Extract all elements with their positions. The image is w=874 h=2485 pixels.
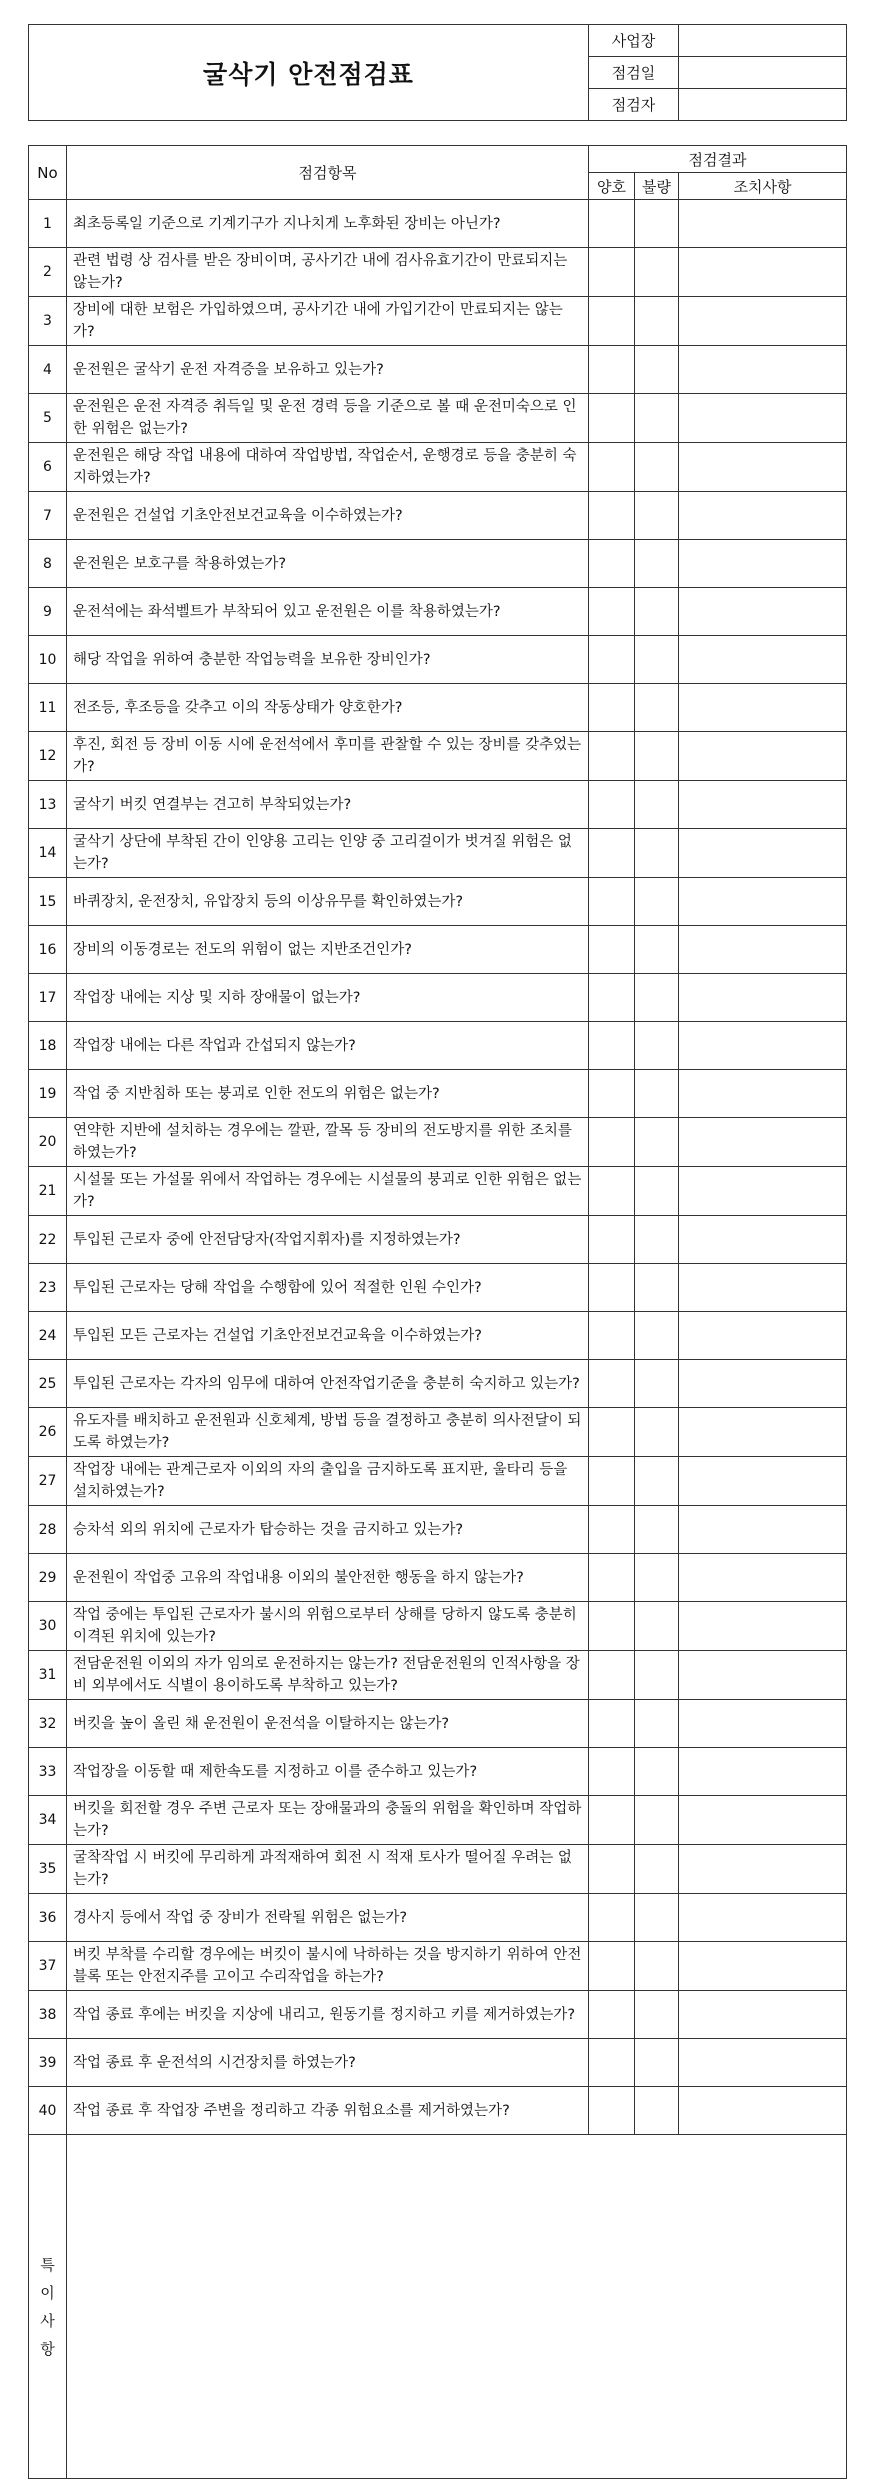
item-number: 4 — [29, 346, 67, 394]
bad-check-cell[interactable] — [635, 684, 679, 732]
action-cell[interactable] — [679, 636, 847, 684]
item-text: 작업장 내에는 관계근로자 이외의 자의 출입을 금지하도록 표지판, 울타리 등을 설치하였는가? — [67, 1457, 589, 1506]
action-cell[interactable] — [679, 1700, 847, 1748]
action-cell[interactable] — [679, 1457, 847, 1506]
item-text: 경사지 등에서 작업 중 장비가 전락될 위험은 없는가? — [67, 1894, 589, 1942]
bad-check-cell[interactable] — [635, 1651, 679, 1700]
action-cell[interactable] — [679, 878, 847, 926]
good-check-cell[interactable] — [589, 1506, 635, 1554]
good-check-cell[interactable] — [589, 1070, 635, 1118]
bad-check-cell[interactable] — [635, 1845, 679, 1894]
item-text: 굴삭기 상단에 부착된 간이 인양용 고리는 인양 중 고리걸이가 벗겨질 위험은 없는가? — [67, 829, 589, 878]
action-cell[interactable] — [679, 1167, 847, 1216]
item-text: 운전원은 보호구를 착용하였는가? — [67, 540, 589, 588]
table-row — [29, 1264, 847, 1312]
action-cell[interactable] — [679, 2039, 847, 2087]
bad-check-cell[interactable] — [635, 1700, 679, 1748]
table-row — [29, 1554, 847, 1602]
bad-check-cell[interactable] — [635, 1216, 679, 1264]
bad-check-cell[interactable] — [635, 1602, 679, 1651]
item-text: 굴삭기 버킷 연결부는 견고히 부착되었는가? — [67, 781, 589, 829]
item-text: 운전원이 작업중 고유의 작업내용 이외의 불안전한 행동을 하지 않는가? — [67, 1554, 589, 1602]
bad-check-cell[interactable] — [635, 878, 679, 926]
item-text: 작업 중에는 투입된 근로자가 불시의 위험으로부터 상해를 당하지 않도록 충분히 이격된 위치에 있는가? — [67, 1602, 589, 1651]
bad-check-cell[interactable] — [635, 1070, 679, 1118]
good-check-cell[interactable] — [589, 1602, 635, 1651]
bad-check-cell[interactable] — [635, 1748, 679, 1796]
item-number: 8 — [29, 540, 67, 588]
item-text: 운전원은 굴삭기 운전 자격증을 보유하고 있는가? — [67, 346, 589, 394]
action-cell[interactable] — [679, 1264, 847, 1312]
item-number: 35 — [29, 1845, 67, 1894]
col-item-header: 점검항목 — [67, 146, 589, 200]
item-number: 18 — [29, 1022, 67, 1070]
item-number: 24 — [29, 1312, 67, 1360]
item-text: 작업 종료 후 운전석의 시건장치를 하였는가? — [67, 2039, 589, 2087]
item-number: 36 — [29, 1894, 67, 1942]
item-text: 작업장 내에는 지상 및 지하 장애물이 없는가? — [67, 974, 589, 1022]
item-text: 투입된 모든 근로자는 건설업 기초안전보건교육을 이수하였는가? — [67, 1312, 589, 1360]
good-check-cell[interactable] — [589, 732, 635, 781]
bad-check-cell[interactable] — [635, 636, 679, 684]
good-check-cell[interactable] — [589, 540, 635, 588]
good-check-cell[interactable] — [589, 248, 635, 297]
remarks-field[interactable] — [67, 2135, 847, 2479]
action-cell[interactable] — [679, 1991, 847, 2039]
table-row — [29, 1457, 847, 1506]
item-text: 운전석에는 좌석벨트가 부착되어 있고 운전원은 이를 착용하였는가? — [67, 588, 589, 636]
table-row — [29, 1070, 847, 1118]
item-number: 22 — [29, 1216, 67, 1264]
bad-check-cell[interactable] — [635, 732, 679, 781]
site-field[interactable] — [679, 25, 847, 57]
good-check-cell[interactable] — [589, 1894, 635, 1942]
good-check-cell[interactable] — [589, 1312, 635, 1360]
table-row — [29, 1167, 847, 1216]
item-number: 16 — [29, 926, 67, 974]
item-text: 운전원은 운전 자격증 취득일 및 운전 경력 등을 기준으로 볼 때 운전미숙으로 인한 위험은 없는가? — [67, 394, 589, 443]
bad-check-cell[interactable] — [635, 1457, 679, 1506]
table-row — [29, 588, 847, 636]
action-cell[interactable] — [679, 1216, 847, 1264]
table-row — [29, 443, 847, 492]
table-row — [29, 878, 847, 926]
item-number: 40 — [29, 2087, 67, 2135]
item-number: 20 — [29, 1118, 67, 1167]
bad-check-cell[interactable] — [635, 1167, 679, 1216]
item-number: 37 — [29, 1942, 67, 1991]
bad-check-cell[interactable] — [635, 443, 679, 492]
table-row — [29, 492, 847, 540]
item-number: 19 — [29, 1070, 67, 1118]
table-row — [29, 1651, 847, 1700]
good-check-cell[interactable] — [589, 1942, 635, 1991]
action-cell[interactable] — [679, 1312, 847, 1360]
good-check-cell[interactable] — [589, 1216, 635, 1264]
table-row — [29, 200, 847, 248]
table-row — [29, 346, 847, 394]
bad-check-cell[interactable] — [635, 1118, 679, 1167]
action-cell[interactable] — [679, 926, 847, 974]
item-text: 전조등, 후조등을 갖추고 이의 작동상태가 양호한가? — [67, 684, 589, 732]
good-check-cell[interactable] — [589, 1845, 635, 1894]
good-check-cell[interactable] — [589, 2087, 635, 2135]
item-number: 23 — [29, 1264, 67, 1312]
table-row — [29, 1942, 847, 1991]
good-check-cell[interactable] — [589, 829, 635, 878]
table-row — [29, 732, 847, 781]
item-number: 2 — [29, 248, 67, 297]
table-row — [29, 540, 847, 588]
table-row — [29, 1602, 847, 1651]
item-number: 31 — [29, 1651, 67, 1700]
item-text: 승차석 외의 위치에 근로자가 탑승하는 것을 금지하고 있는가? — [67, 1506, 589, 1554]
item-number: 6 — [29, 443, 67, 492]
action-cell[interactable] — [679, 540, 847, 588]
action-cell[interactable] — [679, 1942, 847, 1991]
item-text: 전담운전원 이외의 자가 임의로 운전하지는 않는가? 전담운전원의 인적사항을 장비 외부에서도 식별이 용이하도록 부착하고 있는가? — [67, 1651, 589, 1700]
item-text: 장비의 이동경로는 전도의 위험이 없는 지반조건인가? — [67, 926, 589, 974]
action-cell[interactable] — [679, 1845, 847, 1894]
action-cell[interactable] — [679, 1360, 847, 1408]
item-number: 10 — [29, 636, 67, 684]
good-check-cell[interactable] — [589, 1118, 635, 1167]
action-cell[interactable] — [679, 829, 847, 878]
header-table — [28, 24, 847, 121]
good-check-cell[interactable] — [589, 492, 635, 540]
item-text: 투입된 근로자는 각자의 임무에 대하여 안전작업기준을 충분히 숙지하고 있는가? — [67, 1360, 589, 1408]
table-row — [29, 1796, 847, 1845]
action-cell[interactable] — [679, 781, 847, 829]
item-number: 28 — [29, 1506, 67, 1554]
item-text: 운전원은 해당 작업 내용에 대하여 작업방법, 작업순서, 운행경로 등을 충분히 숙지하였는가? — [67, 443, 589, 492]
good-check-cell[interactable] — [589, 1796, 635, 1845]
table-row — [29, 297, 847, 346]
action-cell[interactable] — [679, 1506, 847, 1554]
action-cell[interactable] — [679, 1796, 847, 1845]
bad-check-cell[interactable] — [635, 781, 679, 829]
table-row — [29, 636, 847, 684]
item-number: 32 — [29, 1700, 67, 1748]
item-number: 21 — [29, 1167, 67, 1216]
table-row — [29, 248, 847, 297]
action-cell[interactable] — [679, 248, 847, 297]
item-number: 3 — [29, 297, 67, 346]
item-text: 연약한 지반에 설치하는 경우에는 깔판, 깔목 등 장비의 전도방지를 위한 조치를 하였는가? — [67, 1118, 589, 1167]
good-check-cell[interactable] — [589, 1991, 635, 2039]
good-check-cell[interactable] — [589, 1554, 635, 1602]
item-text: 운전원은 건설업 기초안전보건교육을 이수하였는가? — [67, 492, 589, 540]
inspector-label: 점검자 — [589, 89, 679, 121]
item-number: 33 — [29, 1748, 67, 1796]
action-cell[interactable] — [679, 1651, 847, 1700]
action-cell[interactable] — [679, 1118, 847, 1167]
table-row — [29, 1748, 847, 1796]
action-cell[interactable] — [679, 1602, 847, 1651]
bad-check-cell[interactable] — [635, 248, 679, 297]
bad-check-cell[interactable] — [635, 1796, 679, 1845]
item-number: 29 — [29, 1554, 67, 1602]
bad-check-cell[interactable] — [635, 200, 679, 248]
action-cell[interactable] — [679, 443, 847, 492]
item-text: 후진, 회전 등 장비 이동 시에 운전석에서 후미를 관찰할 수 있는 장비를 갖추었는가? — [67, 732, 589, 781]
inspector-field[interactable] — [679, 89, 847, 121]
bad-check-cell[interactable] — [635, 926, 679, 974]
item-number: 34 — [29, 1796, 67, 1845]
item-text: 투입된 근로자는 당해 작업을 수행함에 있어 적절한 인원 수인가? — [67, 1264, 589, 1312]
form-title: 굴삭기 안전점검표 — [29, 25, 589, 121]
item-text: 장비에 대한 보험은 가입하였으며, 공사기간 내에 가입기간이 만료되지는 않는가? — [67, 297, 589, 346]
item-number: 5 — [29, 394, 67, 443]
table-row — [29, 1700, 847, 1748]
good-check-cell[interactable] — [589, 443, 635, 492]
table-row — [29, 1506, 847, 1554]
good-check-cell[interactable] — [589, 974, 635, 1022]
item-number: 7 — [29, 492, 67, 540]
item-text: 바퀴장치, 운전장치, 유압장치 등의 이상유무를 확인하였는가? — [67, 878, 589, 926]
bad-check-cell[interactable] — [635, 1264, 679, 1312]
item-number: 12 — [29, 732, 67, 781]
action-cell[interactable] — [679, 1894, 847, 1942]
item-text: 굴착작업 시 버킷에 무리하게 과적재하여 회전 시 적재 토사가 떨어질 우려는 없는가? — [67, 1845, 589, 1894]
remarks-row — [29, 2135, 847, 2479]
item-text: 유도자를 배치하고 운전원과 신호체계, 방법 등을 결정하고 충분히 의사전달이 되도록 하였는가? — [67, 1408, 589, 1457]
good-check-cell[interactable] — [589, 588, 635, 636]
good-check-cell[interactable] — [589, 1651, 635, 1700]
bad-check-cell[interactable] — [635, 2087, 679, 2135]
item-text: 버킷 부착를 수리할 경우에는 버킷이 불시에 낙하하는 것을 방지하기 위하여 안전블록 또는 안전지주를 고이고 수리작업을 하는가? — [67, 1942, 589, 1991]
table-row — [29, 1216, 847, 1264]
item-text: 버킷을 높이 올린 채 운전원이 운전석을 이탈하지는 않는가? — [67, 1700, 589, 1748]
table-row — [29, 1118, 847, 1167]
action-cell[interactable] — [679, 200, 847, 248]
item-number: 25 — [29, 1360, 67, 1408]
item-text: 작업 종료 후 작업장 주변을 정리하고 각종 위험요소를 제거하였는가? — [67, 2087, 589, 2135]
table-row — [29, 684, 847, 732]
good-check-cell[interactable] — [589, 684, 635, 732]
col-bad-header: 불량 — [635, 173, 679, 200]
table-row — [29, 781, 847, 829]
good-check-cell[interactable] — [589, 394, 635, 443]
item-number: 30 — [29, 1602, 67, 1651]
bad-check-cell[interactable] — [635, 1408, 679, 1457]
good-check-cell[interactable] — [589, 297, 635, 346]
action-cell[interactable] — [679, 346, 847, 394]
col-result-header: 점검결과 — [589, 146, 847, 173]
good-check-cell[interactable] — [589, 1360, 635, 1408]
good-check-cell[interactable] — [589, 1022, 635, 1070]
bad-check-cell[interactable] — [635, 394, 679, 443]
action-cell[interactable] — [679, 1022, 847, 1070]
bad-check-cell[interactable] — [635, 346, 679, 394]
item-text: 작업 중 지반침하 또는 붕괴로 인한 전도의 위험은 없는가? — [67, 1070, 589, 1118]
checklist-table — [28, 145, 847, 2479]
table-row — [29, 1408, 847, 1457]
item-number: 9 — [29, 588, 67, 636]
action-cell[interactable] — [679, 2087, 847, 2135]
good-check-cell[interactable] — [589, 1167, 635, 1216]
bad-check-cell[interactable] — [635, 588, 679, 636]
action-cell[interactable] — [679, 492, 847, 540]
table-row — [29, 394, 847, 443]
item-number: 14 — [29, 829, 67, 878]
col-action-header: 조치사항 — [679, 173, 847, 200]
action-cell[interactable] — [679, 1554, 847, 1602]
item-text: 투입된 근로자 중에 안전담당자(작업지휘자)를 지정하였는가? — [67, 1216, 589, 1264]
table-row — [29, 2039, 847, 2087]
bad-check-cell[interactable] — [635, 1022, 679, 1070]
bad-check-cell[interactable] — [635, 492, 679, 540]
item-number: 38 — [29, 1991, 67, 2039]
col-good-header: 양호 — [589, 173, 635, 200]
table-row — [29, 1312, 847, 1360]
item-number: 15 — [29, 878, 67, 926]
item-number: 11 — [29, 684, 67, 732]
item-text: 관련 법령 상 검사를 받은 장비이며, 공사기간 내에 검사유효기간이 만료되지는 않는가? — [67, 248, 589, 297]
good-check-cell[interactable] — [589, 781, 635, 829]
good-check-cell[interactable] — [589, 636, 635, 684]
item-text: 작업 종료 후에는 버킷을 지상에 내리고, 원동기를 정지하고 키를 제거하였는가? — [67, 1991, 589, 2039]
col-no-header: No — [29, 146, 67, 200]
item-number: 13 — [29, 781, 67, 829]
table-row — [29, 1845, 847, 1894]
good-check-cell[interactable] — [589, 878, 635, 926]
item-text: 버킷을 회전할 경우 주변 근로자 또는 장애물과의 충돌의 위험을 확인하며 작업하는가? — [67, 1796, 589, 1845]
item-number: 17 — [29, 974, 67, 1022]
item-number: 39 — [29, 2039, 67, 2087]
good-check-cell[interactable] — [589, 200, 635, 248]
item-text: 최초등록일 기준으로 기계기구가 지나치게 노후화된 장비는 아닌가? — [67, 200, 589, 248]
table-row — [29, 926, 847, 974]
item-number: 27 — [29, 1457, 67, 1506]
table-row — [29, 1894, 847, 1942]
bad-check-cell[interactable] — [635, 974, 679, 1022]
remarks-label: 특 이 사 항 — [29, 2135, 67, 2479]
inspection-date-field[interactable] — [679, 57, 847, 89]
action-cell[interactable] — [679, 1748, 847, 1796]
good-check-cell[interactable] — [589, 1264, 635, 1312]
table-row — [29, 1991, 847, 2039]
bad-check-cell[interactable] — [635, 829, 679, 878]
good-check-cell[interactable] — [589, 346, 635, 394]
bad-check-cell[interactable] — [635, 540, 679, 588]
item-text: 작업장 내에는 다른 작업과 간섭되지 않는가? — [67, 1022, 589, 1070]
action-cell[interactable] — [679, 732, 847, 781]
good-check-cell[interactable] — [589, 2039, 635, 2087]
action-cell[interactable] — [679, 1408, 847, 1457]
item-text: 시설물 또는 가설물 위에서 작업하는 경우에는 시설물의 붕괴로 인한 위험은 없는가? — [67, 1167, 589, 1216]
action-cell[interactable] — [679, 684, 847, 732]
item-number: 26 — [29, 1408, 67, 1457]
site-label: 사업장 — [589, 25, 679, 57]
table-row — [29, 1022, 847, 1070]
table-row — [29, 2087, 847, 2135]
good-check-cell[interactable] — [589, 1748, 635, 1796]
bad-check-cell[interactable] — [635, 1991, 679, 2039]
action-cell[interactable] — [679, 974, 847, 1022]
bad-check-cell[interactable] — [635, 2039, 679, 2087]
action-cell[interactable] — [679, 1070, 847, 1118]
item-text: 해당 작업을 위하여 충분한 작업능력을 보유한 장비인가? — [67, 636, 589, 684]
bad-check-cell[interactable] — [635, 1506, 679, 1554]
good-check-cell[interactable] — [589, 1408, 635, 1457]
bad-check-cell[interactable] — [635, 1360, 679, 1408]
inspection-date-label: 점검일 — [589, 57, 679, 89]
bad-check-cell[interactable] — [635, 297, 679, 346]
good-check-cell[interactable] — [589, 926, 635, 974]
bad-check-cell[interactable] — [635, 1894, 679, 1942]
table-row — [29, 974, 847, 1022]
action-cell[interactable] — [679, 297, 847, 346]
item-text: 작업장을 이동할 때 제한속도를 지정하고 이를 준수하고 있는가? — [67, 1748, 589, 1796]
table-row — [29, 1360, 847, 1408]
bad-check-cell[interactable] — [635, 1554, 679, 1602]
item-number: 1 — [29, 200, 67, 248]
good-check-cell[interactable] — [589, 1457, 635, 1506]
action-cell[interactable] — [679, 394, 847, 443]
bad-check-cell[interactable] — [635, 1312, 679, 1360]
good-check-cell[interactable] — [589, 1700, 635, 1748]
action-cell[interactable] — [679, 588, 847, 636]
bad-check-cell[interactable] — [635, 1942, 679, 1991]
table-row — [29, 829, 847, 878]
